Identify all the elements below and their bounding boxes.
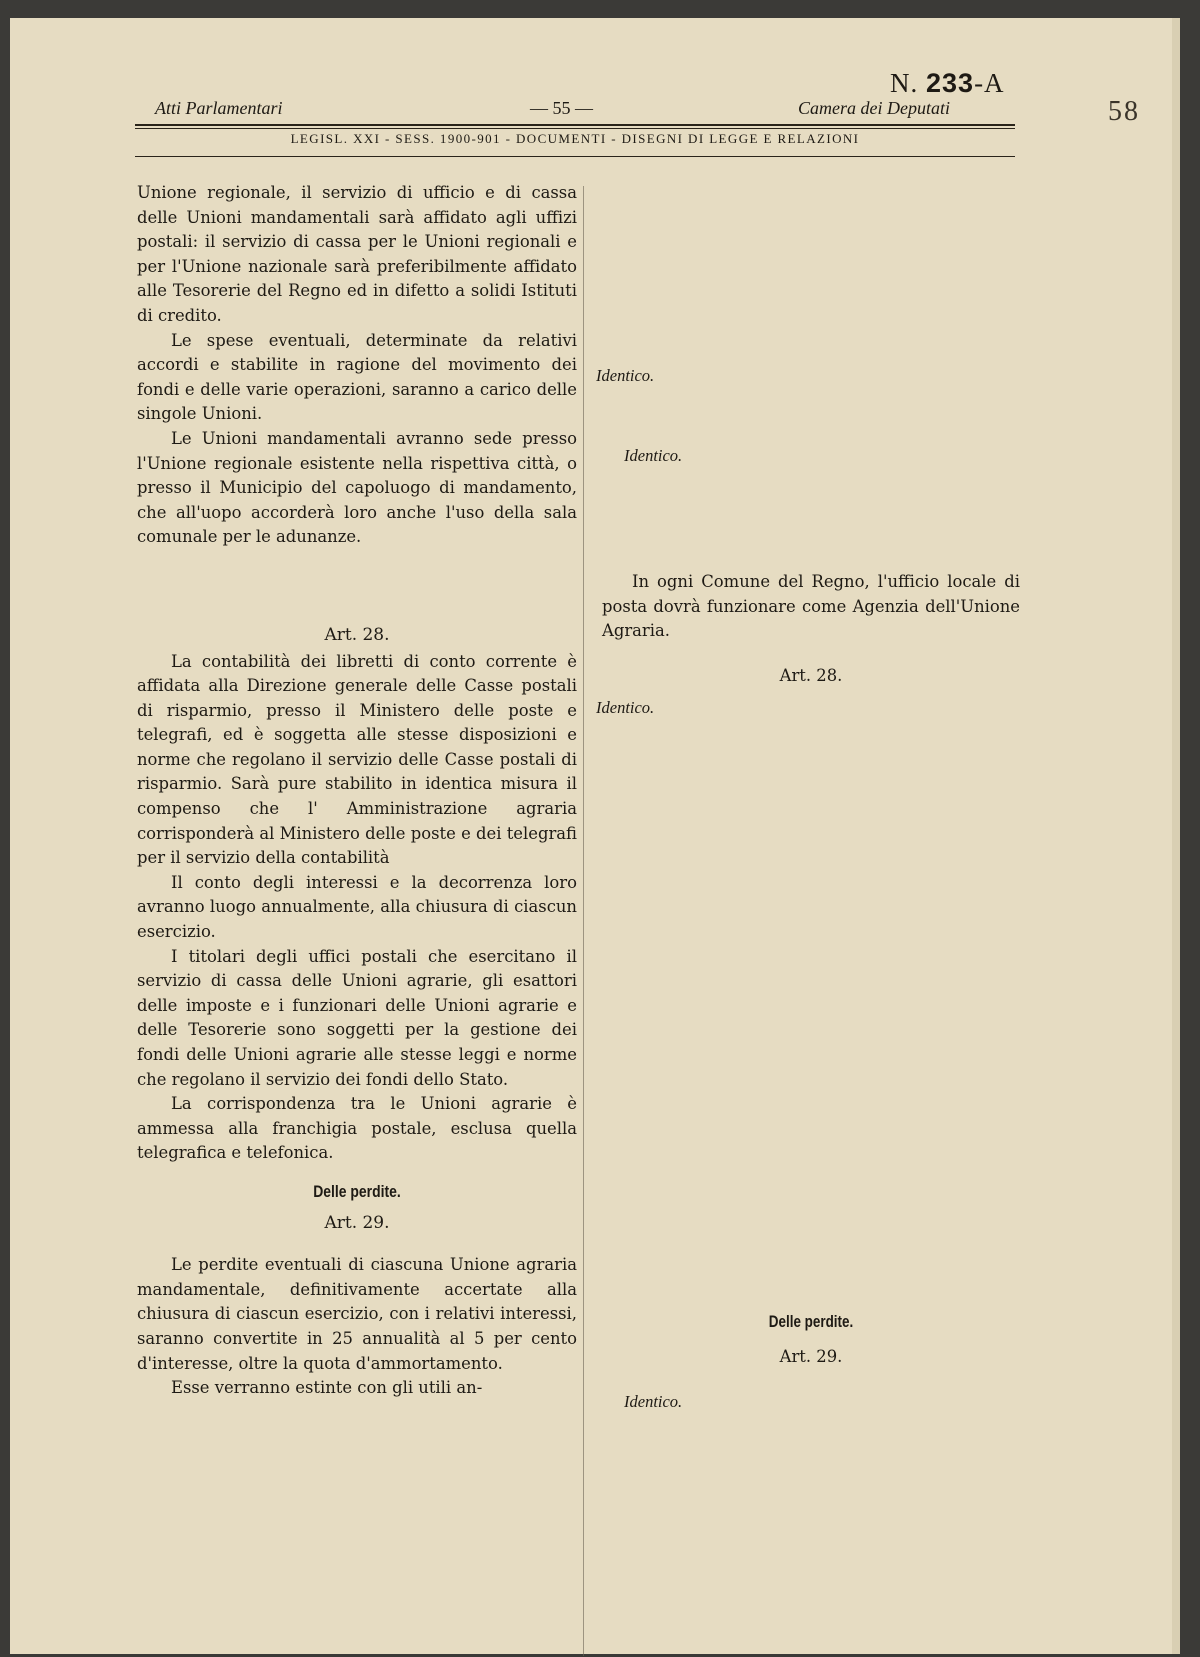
doc-number-value: 233 [926,68,975,98]
paragraph: Unione regionale, il servizio di ufficio e di cassa delle Unioni mandamentali sarà affidato agli uffizi postali: il servizio di cassa per le Unioni regionali e per l'Unione nazionale sarà preferibilmente affidato alle Tesorerie del Regno ed in difetto a solidi Istituti di credito. [137,183,577,325]
paragraph-right: In ogni Comune del Regno, l'ufficio locale di posta dovrà funzionare come Agenzia dell'Unione Agraria. [602,572,1020,641]
page-edge [1172,18,1180,1654]
left-column [137,181,577,1401]
page-stamp: 58 [1108,96,1140,127]
identico-note: Identico. [624,1392,683,1411]
paragraph: I titolari degli uffici postali che esercitano il servizio di cassa delle Unioni agrarie, gli esattori delle imposte e i funzionari delle Unioni agrarie e delle Tesorerie sono soggetti per la gestione dei fondi delle Unioni agrarie alle stesse leggi e norme che regolano il servizio dei fondi dello Stato. [137,946,577,1089]
identico-note: Identico. [624,446,683,465]
section-title: Delle perdite. [313,1181,401,1201]
article-heading-28-right: Art. 28. [779,666,843,685]
subheader-rule [135,156,1015,157]
paragraph: Le Unioni mandamentali avranno sede presso l'Unione regionale esistente nella rispettiva città, o presso il Municipio del capoluogo di mandamento, che all'uopo accorderà loro anche l'uso della sala comunale per le adunanze. [137,428,577,547]
header-rule-thin [135,128,1015,129]
doc-number-suffix: -A [974,68,1005,98]
article-heading-29-right: Art. 29. [779,1347,843,1366]
article-heading-28: Art. 28. [324,624,390,645]
article-heading-29: Art. 29. [324,1212,390,1233]
section-title-right: Delle perdite. [768,1313,854,1331]
column-divider [583,186,584,1656]
subheader: LEGISL. XXI - SESS. 1900-901 - DOCUMENTI - DISEGNI DI LEGGE E RELAZIONI [290,131,860,146]
paragraph: Le spese eventuali, determinate da relativi accordi e stabilite in ragione del movimento dei fondi e delle varie operazioni, saranno a carico delle singole Unioni. [137,330,577,424]
paragraph: Esse verranno estinte con gli utili an- [171,1378,483,1398]
paragraph: La contabilità dei libretti di conto corrente è affidata alla Direzione generale delle Casse postali di risparmio, presso il Ministero delle poste e telegrafi, ed è soggetta alle stesse disposizioni e norme che regolano il servizio delle Casse postali di risparmio. Sarà pure stabilito in identica misura il compenso che l' Amministrazione agraria corrisponderà al Ministero delle poste e dei telegrafi per il servizio della contabilità [137,651,577,868]
document-number [890,68,1005,99]
header-right: Camera dei Deputati [798,98,950,118]
identico-note: Identico. [596,698,655,717]
header-left: Atti Parlamentari [155,98,283,118]
paragraph: La corrispondenza tra le Unioni agrarie è ammessa alla franchigia postale, esclusa quella telegrafica e telefonica. [137,1094,577,1163]
document-page [10,18,1180,1654]
paragraph: Il conto degli interessi e la decorrenza loro avranno luogo annualmente, alla chiusura di ciascun esercizio. [137,872,577,942]
doc-number-prefix: N. [890,68,919,98]
header-rule [135,124,1015,126]
paragraph: Le perdite eventuali di ciascuna Unione agraria mandamentale, definitivamente accertate alla chiusura di ciascun esercizio, con i relativi interessi, saranno convertite in 25 annualità al 5 per cento d'interesse, oltre la quota d'ammortamento. [137,1255,577,1373]
identico-note: Identico. [596,366,655,385]
header-page-number: — 55 — [530,98,593,118]
